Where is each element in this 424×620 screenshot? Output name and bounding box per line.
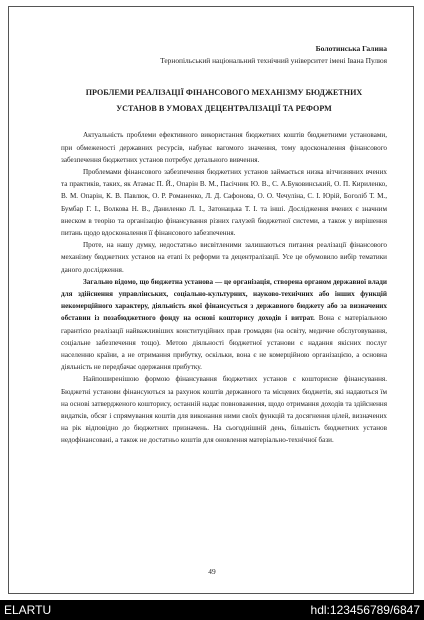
- page-number: 49: [208, 567, 216, 576]
- handle-identifier: hdl:123456789/6847: [310, 603, 420, 617]
- paper-title-line-2: УСТАНОВ В УМОВАХ ДЕЦЕНТРАЛІЗАЦІЇ ТА РЕФОРМ: [116, 104, 332, 114]
- page-frame: [8, 6, 414, 594]
- author-affiliation: Тернопільський національний технічний університет імені Івана Пулюя: [160, 56, 387, 66]
- paper-title: [61, 85, 387, 117]
- footer-bar: [0, 600, 424, 620]
- paragraph-4-rest: Вона є матеріальною гарантією реалізації найважливіших конституційних прав громадян (на освіту, медичне обслуговування, соціальне забезпечення тощо). Метою діяльності бюджетної установи є надання якісних послуг населенню країни, а не отримання прибутку, оскільки, вона є не комерційною організацією, а основна діяльність не передбачає одержання прибутку.: [61, 314, 387, 372]
- paragraph-4-bold-definition: Загально відомо, що бюджетна установа — це організація, створена органом державної влади для здійснення управлінських, соціально-культурних, науково-технічних або інших функцій некомерційного характеру, діяльність якої фінансується з державного бюджету або за визначених обставин із позабюджетного фонду на основі кошторису доходів і витрат.: [61, 277, 387, 323]
- paragraph-2: Проблемами фінансового забезпечення бюджетних установ займається низка вітчизняних вчених та практиків, таких, як Атамас П. Й., Опарін В. М., Пасічник Ю. В., С. А.Буковинський, О. П. Кириленко, В. М. Опарін, К. В. Павлюк, О. Р. Романенко, Л. Д. Сафонова, О. О. Чечуліна, С. І. Юрій, Боголіб Т. М., Бумбар Г. І., Волкова Н. В., Даниленко Л. І., Затонацька Т. І. та інші. Дослідження вчених є значним внеском в теорію та організацію фінансування різних галузей бюджетної системи, а також у вирішення питань щодо вдосконалення її фінансового забезпечення.: [61, 168, 387, 238]
- repository-name: ELARTU: [4, 603, 52, 617]
- paragraph-3: Проте, на нашу думку, недостатньо висвітленими залишаються питання реалізації фінансового механізму бюджетних установ на етапі їх реформи та децентралізації. Усе це обумовило вибір тематики даного дослідження.: [61, 241, 387, 274]
- paper-title-line-1: ПРОБЛЕМИ РЕАЛІЗАЦІЇ ФІНАНСОВОГО МЕХАНІЗМУ БЮДЖЕТНИХ: [85, 88, 363, 98]
- paragraph-4: [61, 276, 387, 374]
- author-name: Болотинська Галина: [315, 44, 387, 53]
- paragraph-1: Актуальність проблеми ефективного використання бюджетних коштів бюджетними установами, при обмеженості державних ресурсів, набуває вагомого значення, тому вдосконалення фінансового забезпечення бюджетних установ потребує детального вивчення.: [61, 131, 387, 164]
- document-page: [61, 43, 387, 447]
- paragraph-5: Найпоширенішою формою фінансування бюджетних установ є кошторисне фінансування. Бюджетні установи фінансуються за рахунок коштів державного та місцевих бюджетів, які надаються їм на основі затвердженого кошторису, останній надає повноваження, щодо отримання доходів та здійснення видатків, обсяг і спрямування коштів для виконання ними своїх функцій та досягнення цілей, визначених на рік відповідно до бюджетних призначень. На сьогоднішній день, більшість бюджетних установ недофінансовані, а також не достатньо коштів для оновлення матеріально-технічної бази.: [61, 375, 387, 445]
